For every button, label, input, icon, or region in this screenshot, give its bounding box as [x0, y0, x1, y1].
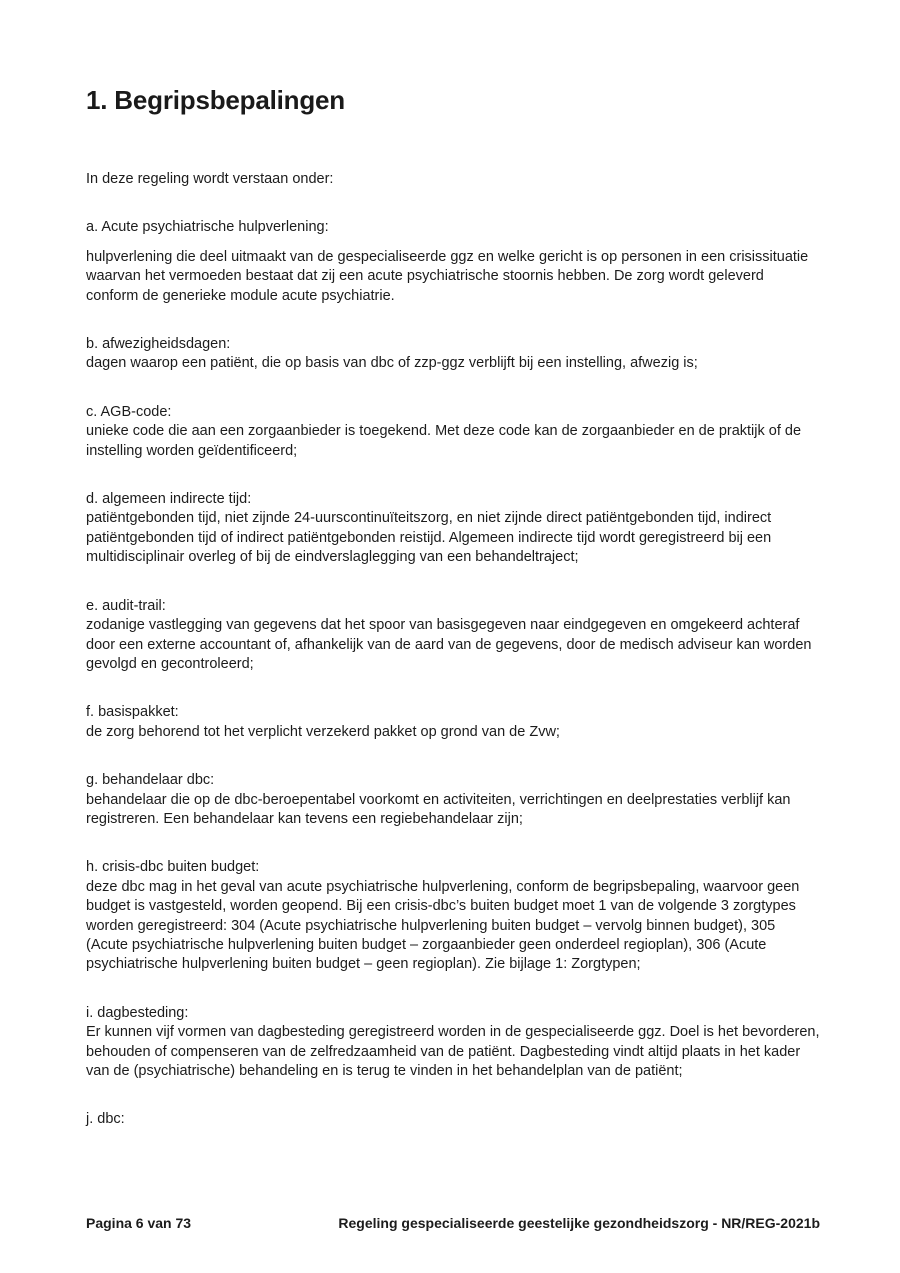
definition-body: deze dbc mag in het geval van acute psychiatrische hulpverlening, conform de begripsbepaling, waarvoor geen budget is vastgesteld, worden geopend. Bij een crisis-dbc’s buiten budget moet 1 van de volgende 3 zorgtypes worden geregistreerd: 304 (Acute psychiatrische hulpverlening buiten budget – vervolg binnen budget), 305 (Acute psychiatrische hulpverlening buiten budget – zorgaanbieder geen onderdeel regioplan), 306 (Acute psychiatrische hulpverlening buiten budget – geen regioplan). Zie bijlage 1: Zorgtypen; — [86, 878, 800, 973]
definition-item — [86, 490, 820, 568]
definition-item — [86, 1004, 820, 1082]
definition-item — [86, 218, 820, 306]
definition-body: dagen waarop een patiënt, die op basis van dbc of zzp-ggz verblijft bij een instelling, afwezig is; — [86, 355, 698, 372]
definition-item — [86, 403, 820, 461]
definition-item — [86, 703, 820, 742]
definition-term: d. algemeen indirecte tijd: — [86, 491, 252, 508]
definition-term: g. behandelaar dbc: — [86, 772, 215, 789]
definition-item — [86, 597, 820, 675]
definition-term: i. dagbesteding: — [86, 1004, 189, 1021]
definition-body: behandelaar die op de dbc-beroepentabel voorkomt en activiteiten, verrichtingen en deelprestaties verblijf kan registreren. Een behandelaar kan tevens een regiebehandelaar zijn; — [86, 791, 791, 827]
page-title: 1. Begripsbepalingen — [86, 85, 345, 115]
definition-body: unieke code die aan een zorgaanbieder is toegekend. Met deze code kan de zorgaanbieder en de praktijk of de instelling worden geïdentificeerd; — [86, 423, 802, 459]
definition-body: patiëntgebonden tijd, niet zijnde 24-uurscontinuïteitszorg, en niet zijnde direct patiëntgebonden tijd, indirect patiëntgebonden tijd of indirect patiëntgebonden reistijd. Algemeen indirecte tijd wordt geregistreerd bij een multidisciplinair overleg of bij de eindverslaglegging van een behandeltraject; — [86, 510, 772, 566]
definition-body: zodanige vastlegging van gegevens dat het spoor van basisgegeven naar eindgegeven en omgekeerd achteraf door een externe accountant of, afhankelijk van de aard van de gegevens, door de medisch adviseur kan worden gevolgd en gecontroleerd; — [86, 617, 812, 672]
definition-term: e. audit-trail: — [86, 597, 166, 614]
definition-item — [86, 771, 820, 829]
definition-body: de zorg behorend tot het verplicht verzekerd pakket op grond van de Zvw; — [86, 723, 560, 740]
definition-body: hulpverlening die deel uitmaakt van de gespecialiseerde ggz en welke gericht is op personen in een crisissituatie waarvan het vermoeden bestaat dat zij een acute psychiatrische stoornis hebben. De zorg wordt geleverd conform de generieke module acute psychiatrie. — [86, 248, 809, 304]
definition-term: c. AGB-code: — [86, 403, 172, 420]
intro-text: In deze regeling wordt verstaan onder: — [86, 171, 334, 187]
document-reference: Regeling gespecialiseerde geestelijke gezondheidszorg - NR/REG-2021b — [338, 1215, 820, 1231]
definition-item — [86, 858, 820, 974]
definition-term: b. afwezigheidsdagen: — [86, 336, 231, 353]
definitions-list — [86, 218, 820, 1158]
page-number: Pagina 6 van 73 — [86, 1215, 192, 1231]
definition-term: a. Acute psychiatrische hulpverlening: — [86, 219, 329, 236]
definition-term: h. crisis-dbc buiten budget: — [86, 859, 260, 876]
definition-term: f. basispakket: — [86, 704, 179, 721]
page-footer — [86, 1215, 820, 1231]
definition-term: j. dbc: — [86, 1111, 125, 1128]
definition-body: Er kunnen vijf vormen van dagbesteding geregistreerd worden in de gespecialiseerde ggz. Doel is het bevorderen, behouden of compenseren van de zelfredzaamheid van de patiënt. Dagbesteding vindt altijd plaats in het kader van de (psychiatrische) behandeling en is terug te vinden in het behandelplan van de patiënt; — [86, 1024, 820, 1079]
definition-item — [86, 1110, 820, 1129]
definition-item — [86, 335, 820, 374]
